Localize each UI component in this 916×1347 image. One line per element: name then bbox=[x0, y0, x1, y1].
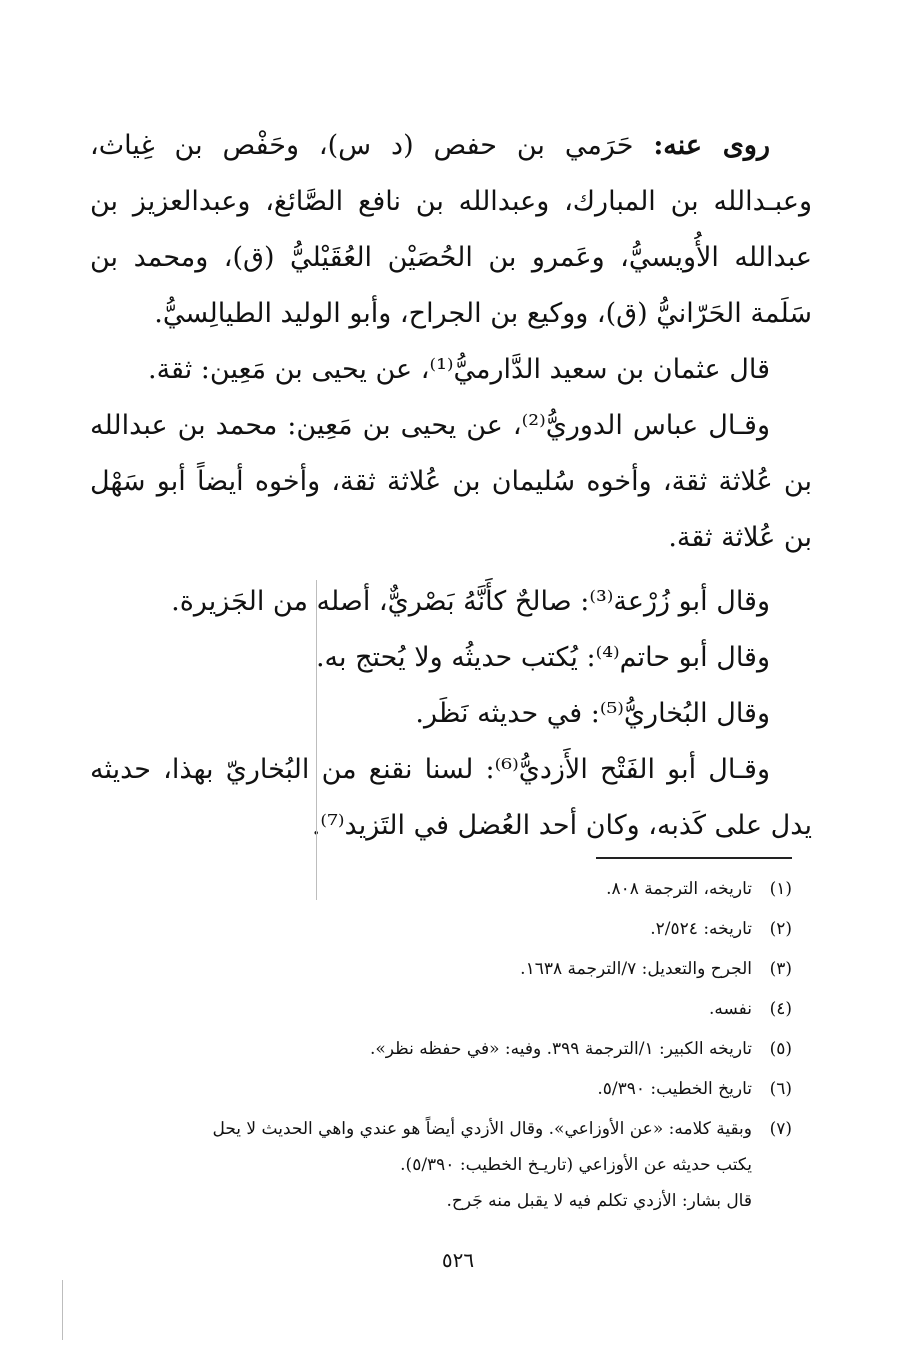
page-number: ٥٢٦ bbox=[441, 1248, 475, 1272]
footnote-line: قال بشار: الأزدي تكلم فيه لا يقبل منه جَرح. bbox=[446, 1191, 752, 1211]
footnote-number: (٤) bbox=[769, 999, 792, 1019]
footnote-text bbox=[86, 914, 752, 944]
footnote-number: (٧) bbox=[769, 1119, 792, 1139]
footnote-number: (٢) bbox=[769, 919, 792, 939]
footnote-number: (١) bbox=[769, 879, 792, 899]
footnote-line: تاريخه: ٢/٥٢٤. bbox=[650, 919, 752, 939]
narrators-label: روى عنه: bbox=[653, 130, 770, 161]
footnote-item bbox=[86, 994, 792, 1024]
footnote-item bbox=[86, 1074, 792, 1104]
paragraph-duri: وقـال عباس الدوريُّ⁽²⁾، عن يحيى بن مَعِين: محمد بن عبدالله بن عُلاثة ثقة، وأخوه سُليمان بن عُلاثة ثقة، وأخوه أيضاً أبو سَهْل بن عُلاثة ثقة. bbox=[90, 410, 812, 553]
footnote-text bbox=[86, 1114, 752, 1216]
footnote-item bbox=[86, 954, 792, 984]
narrators-list: حَرَمي بن حفص (د س)، وحَفْص بن غِياث، وعبـدالله بن المبارك، وعبدالله بن نافع الصَّائغ، وعبدالعزيز بن عبدالله الأُويسيُّ، وعَمرو بن الحُصَيْن العُقَيْليُّ (ق)، ومحمد بن سَلَمة الحَرّانيُّ (ق)، ووكيع بن الجراح، وأبو الوليد الطيالِسيُّ. bbox=[90, 130, 812, 329]
footnote-text bbox=[86, 994, 752, 1024]
paragraph-azdi: وقـال أبو الفَتْح الأَزديُّ⁽⁶⁾: لسنا نقنع من البُخاريّ بهذا، حديثه يدل على كَذبه، وكان أحد العُضل في التَزيد⁽⁷⁾. bbox=[90, 754, 812, 841]
footnote-number: (٦) bbox=[769, 1079, 792, 1099]
footnote-line: تاريخه الكبير: ١/الترجمة ٣٩٩. وفيه: «في حفظه نظر». bbox=[369, 1039, 752, 1059]
footnotes bbox=[86, 874, 792, 1226]
scan-artifact-line bbox=[316, 580, 317, 900]
narrators-paragraph bbox=[90, 118, 812, 342]
footnote-item bbox=[86, 1114, 792, 1216]
footnote-divider bbox=[596, 857, 792, 859]
footnote-number: (٣) bbox=[769, 959, 792, 979]
footnote-item bbox=[86, 1034, 792, 1064]
footnote-text bbox=[86, 1034, 752, 1064]
scan-artifact-line bbox=[62, 1280, 63, 1340]
main-text bbox=[90, 118, 812, 854]
footnote-number: (٥) bbox=[769, 1039, 792, 1059]
footnote-line: نفسه. bbox=[708, 999, 752, 1019]
footnote-line: تاريخه، الترجمة ٨٠٨. bbox=[606, 879, 752, 899]
footnote-item bbox=[86, 914, 792, 944]
paragraph-abu-hatim: وقال أبو حاتم⁽⁴⁾: يُكتب حديثُه ولا يُحتج به. bbox=[315, 642, 770, 673]
footnote-item bbox=[86, 874, 792, 904]
footnote-line: يكتب حديثه عن الأوزاعي (تاريـخ الخطيب: ٥/٣٩٠). bbox=[400, 1155, 752, 1175]
paragraph-darimi: قال عثمان بن سعيد الدَّارميُّ⁽¹⁾، عن يحيى بن مَعِين: ثقة. bbox=[147, 354, 770, 385]
footnote-line: وبقية كلامه: «عن الأوزاعي». وقال الأزدي أيضاً هو عندي واهي الحديث لا يحل bbox=[212, 1119, 752, 1139]
footnote-text bbox=[86, 1074, 752, 1104]
footnote-text bbox=[86, 874, 752, 904]
paragraph-abu-zura: وقال أبو زُرْعة⁽³⁾: صالحٌ كأَنَّهُ بَصْريٌّ، أصله من الجَزيرة. bbox=[171, 586, 770, 617]
footnote-line: تاريخ الخطيب: ٥/٣٩٠. bbox=[597, 1079, 752, 1099]
footnote-line: الجرح والتعديل: ٧/الترجمة ١٦٣٨. bbox=[520, 959, 752, 979]
paragraph-bukhari: وقال البُخاريُّ⁽⁵⁾: في حديثه نَظَر. bbox=[415, 698, 770, 729]
footnote-text bbox=[86, 954, 752, 984]
